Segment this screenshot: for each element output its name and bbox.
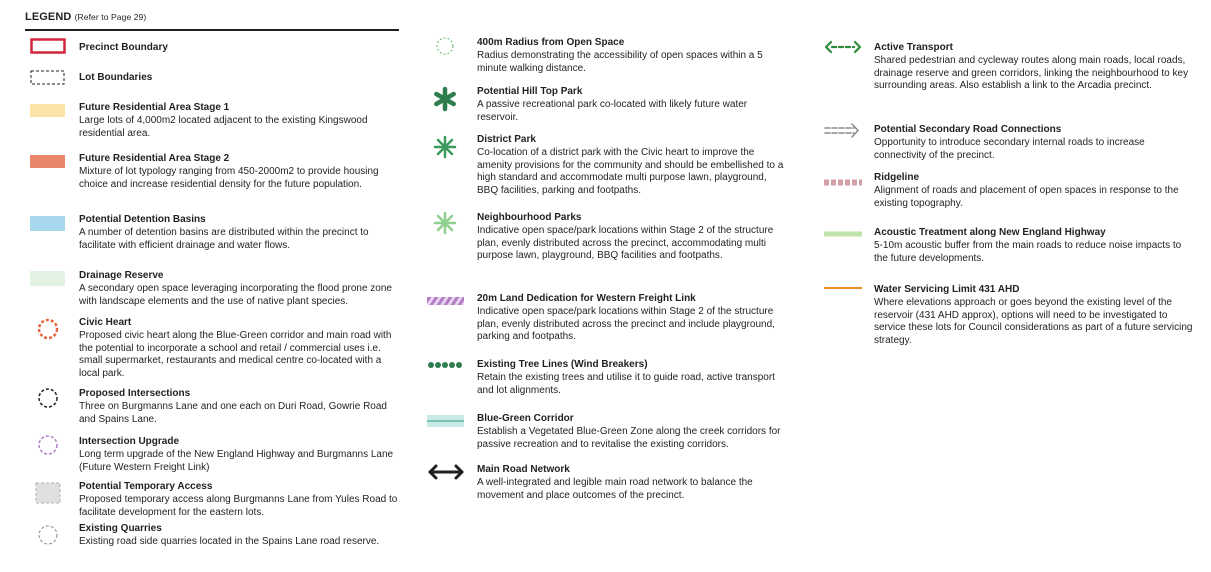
grey-dashed-arrow-icon [824,123,862,139]
entry-description: Proposed civic heart along the Blue-Green corridor and main road with the potential to incorporate a school and retail / commercial uses i.e. small supermarket, restaurants and medical centre co-located with a local park. [79,329,392,380]
entry-description: Radius demonstrating the accessibility of open spaces within a 5 minute walking distance. [477,49,763,74]
entry-title: Existing Quarries [79,523,162,534]
entry-title: Neighbourhood Parks [477,212,582,223]
entry-title: Main Road Network [477,464,570,475]
legend-subtitle: (Refer to Page 29) [74,12,147,22]
entry-title: Ridgeline [874,172,920,183]
entry-title: District Park [477,134,536,145]
entry-description: Where elevations approach or goes beyond the existing level of the reservoir (431 AHD approx), options will need to be investigated to service these lots for Council considerations as part of a future servicing strategy. [874,296,1193,347]
entry-title: Blue-Green Corridor [477,413,574,424]
entry-description: Mixture of lot typology ranging from 450-2000m2 to provide housing choice and increase residential density for the future population. [79,165,379,190]
entry-title: Future Residential Area Stage 2 [79,153,230,164]
teal-band-icon [427,415,465,429]
entry-title: Precinct Boundary [79,42,168,53]
legend-heading: LEGEND [25,11,72,23]
purple-hatch-icon [427,297,465,307]
orange-dashed-circle-icon [37,318,59,340]
entry-description: Existing road side quarries located in the Spains Lane road reserve. [79,535,380,547]
entry-title: Active Transport [874,42,953,53]
green-dashed-circle-icon [435,36,455,56]
entry-description: Opportunity to introduce secondary internal roads to increase connectivity of the precinct. [874,136,1145,161]
entry-description: Three on Burgmanns Lane and one each on Duri Road, Gowrie Road and Spains Lane. [79,400,387,425]
orange-swatch-icon [30,155,66,169]
grey-dashed-circle-icon [37,524,59,546]
entry-title: Future Residential Area Stage 1 [79,102,230,113]
entry-title: Civic Heart [79,317,132,328]
light-green-line-icon [824,230,864,238]
grey-dashed-square-icon [35,482,61,504]
entry-title: Existing Tree Lines (Wind Breakers) [477,359,648,370]
red-rectangle-outline-icon [30,38,66,54]
entry-description: A secondary open space leveraging incorporating the flood prone zone with landscape elements and the use of native plant species. [79,282,392,307]
entry-description: Large lots of 4,000m2 located adjacent to the existing Kingswood residential area. [79,114,368,139]
entry-description: A number of detention basins are distributed within the precinct to facilitate with efficient drainage and water flows. [79,226,369,251]
entry-description: Alignment of roads and placement of open spaces in response to the existing topography. [874,184,1179,209]
dark-green-asterisk-icon [433,87,457,111]
entry-title: Water Servicing Limit 431 AHD [874,284,1020,295]
pale-green-swatch-icon [30,271,66,287]
entry-title: 20m Land Dedication for Western Freight Link [477,293,696,304]
entry-title: Lot Boundaries [79,72,153,83]
entry-title: Intersection Upgrade [79,436,180,447]
entry-description: Indicative open space/park locations within Stage 2 of the structure plan, evenly distributed across the precinct, accommodating multi purpose lawn, playground, BBQ facilities and footpaths. [477,224,774,262]
double-arrow-icon [427,464,465,480]
green-dots-icon [427,360,465,370]
entry-description: 5-10m acoustic buffer from the main roads to reduce noise impacts to the future developments. [874,239,1182,264]
entry-description: A passive recreational park co-located with likely future water reservoir. [477,98,748,123]
dashed-rectangle-icon [30,70,66,86]
green-asterisk-icon [433,135,457,159]
black-dashed-circle-icon [37,387,59,409]
entry-description: Long term upgrade of the New England Highway and Burgmanns Lane (Future Western Freight Link) [79,448,394,473]
legend-rule [25,29,399,31]
entry-description: Proposed temporary access along Burgmanns Lane from Yules Road to facilitate development for the eastern lots. [79,493,398,518]
purple-dashed-circle-icon [37,434,59,456]
entry-description: A well-integrated and legible main road network to balance the movement and place outcomes of the precinct. [477,476,753,501]
legend-title [25,11,146,23]
entry-title: Drainage Reserve [79,270,164,281]
entry-title: Potential Detention Basins [79,214,206,225]
light-green-asterisk-icon [433,211,457,235]
entry-description: Retain the existing trees and utilise it to guide road, active transport and lot alignments. [477,371,775,396]
entry-title: 400m Radius from Open Space [477,37,625,48]
entry-description: Indicative open space/park locations within Stage 2 of the structure plan, evenly distributed across the precinct and include playground, parking and footpaths. [477,305,775,343]
yellow-swatch-icon [30,104,66,118]
entry-description: Co-location of a district park with the Civic heart to improve the amenity provisions for the community and should be embellished to a high standard and accommodate multi purpose lawn, playground, BBQ facilities, parking and footpaths. [477,146,784,197]
entry-title: Potential Temporary Access [79,481,213,492]
orange-line-icon [824,286,864,292]
pink-dashed-line-icon [824,179,864,187]
entry-description: Shared pedestrian and cycleway routes along main roads, local roads, drainage reserve and green corridors, linking the neighbourhood to key surrounding areas. Also establish a link to the Arcadia precinct. [874,54,1189,92]
entry-title: Potential Secondary Road Connections [874,124,1062,135]
blue-swatch-icon [30,216,66,232]
entry-title: Potential Hill Top Park [477,86,583,97]
green-dashed-arrow-icon [824,40,862,54]
entry-title: Proposed Intersections [79,388,191,399]
entry-title: Acoustic Treatment along New England Highway [874,227,1106,238]
entry-description: Establish a Vegetated Blue-Green Zone along the creek corridors for passive recreation and to revitalise the existing corridors. [477,425,781,450]
